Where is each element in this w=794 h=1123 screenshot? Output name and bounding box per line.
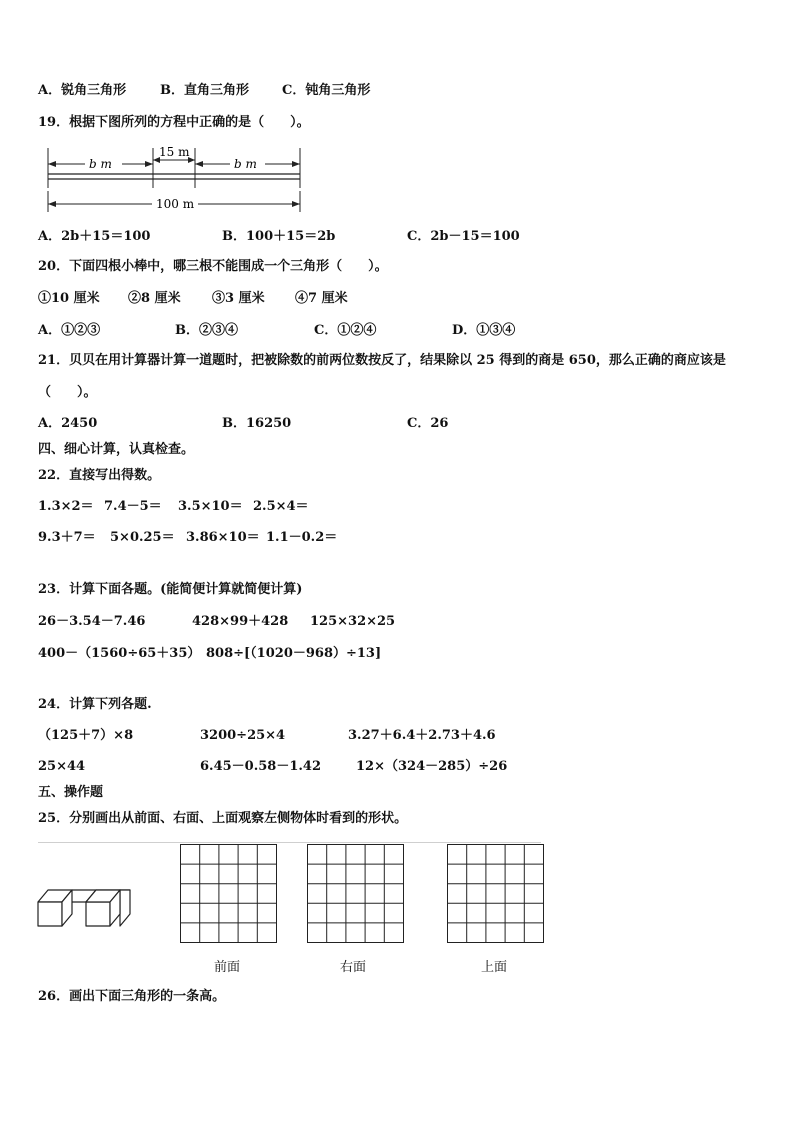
q24-r2-c1: 25×44 (38, 759, 86, 774)
q20-option-b: B．②③④ (175, 323, 238, 338)
section-5-title: 五、操作题 (38, 785, 104, 800)
q23-r1-c1: 26－3.54－7.46 (38, 614, 146, 629)
q25-grid-top[interactable] (447, 844, 545, 944)
q20-option-c: C．①②④ (314, 323, 377, 338)
q22-r2-c2: 5×0.25＝ (110, 530, 175, 545)
q19-stem: 19．根据下图所列的方程中正确的是（ ）。 (38, 115, 310, 130)
q24-r2-c3: 12×（324－285）÷26 (356, 759, 508, 774)
q26-stem: 26．画出下面三角形的一条高。 (38, 989, 226, 1004)
q25-figure-rule (38, 842, 541, 843)
q19-left-label: b m (89, 157, 112, 171)
q19-total-label: 100 m (156, 197, 195, 211)
q20-stick-2: ②8 厘米 (128, 291, 181, 306)
q24-r1-c2: 3200÷25×4 (200, 728, 286, 743)
q19-option-c: C．2b－15＝100 (407, 229, 520, 244)
q23-r1-c2: 428×99＋428 (192, 614, 289, 629)
q20-stick-4: ④7 厘米 (295, 291, 348, 306)
q19-segment-diagram (40, 146, 310, 216)
q21-stem-line1: 21．贝贝在用计算器计算一道题时，把被除数的前两位数按反了，结果除以 25 得到的商是 650，那么正确的商应该是 (38, 353, 726, 368)
q22-r1-c1: 1.3×2＝ (38, 499, 94, 514)
q21-option-a: A．2450 (38, 416, 98, 431)
q22-stem: 22．直接写出得数。 (38, 468, 161, 483)
q25-label-right: 右面 (340, 960, 367, 975)
q25-stem: 25．分别画出从前面、右面、上面观察左侧物体时看到的形状。 (38, 811, 408, 826)
q20-stick-3: ③3 厘米 (212, 291, 265, 306)
q22-r2-c3: 3.86×10＝ (186, 530, 260, 545)
q23-r2-c2: 808÷[（1020－968）÷13] (206, 646, 382, 661)
q24-stem: 24．计算下列各题. (38, 697, 152, 712)
q23-stem: 23．计算下面各题。(能简便计算就简便计算) (38, 582, 303, 597)
q22-r1-c4: 2.5×4＝ (253, 499, 309, 514)
q21-stem-line2: （ ）。 (38, 385, 97, 400)
q20-stick-1: ①10 厘米 (38, 291, 100, 306)
q19-mid-label: 15 m (159, 146, 190, 159)
q23-r1-c3: 125×32×25 (310, 614, 396, 629)
q25-label-front: 前面 (214, 960, 241, 975)
q19-option-b: B．100＋15＝2b (222, 229, 336, 244)
q23-r2-c1: 400－（1560÷65＋35） (38, 646, 201, 661)
q18-option-c: C．钝角三角形 (282, 83, 371, 98)
section-4-title: 四、细心计算，认真检查。 (38, 442, 195, 457)
q22-r2-c4: 1.1－0.2＝ (266, 530, 338, 545)
q21-option-b: B．16250 (222, 416, 292, 431)
q25-label-top: 上面 (481, 960, 508, 975)
q22-r1-c2: 7.4－5＝ (104, 499, 162, 514)
q25-grid-front[interactable] (180, 844, 278, 944)
q19-right-label: b m (234, 157, 257, 171)
q18-option-b: B．直角三角形 (160, 83, 249, 98)
q19-option-a: A．2b＋15＝100 (38, 229, 151, 244)
q22-r2-c1: 9.3＋7＝ (38, 530, 96, 545)
q18-option-a: A．锐角三角形 (38, 83, 127, 98)
q25-grid-right[interactable] (307, 844, 405, 944)
q22-r1-c3: 3.5×10＝ (178, 499, 243, 514)
q25-block-object (36, 878, 136, 930)
q24-r1-c3: 3.27＋6.4＋2.73＋4.6 (348, 728, 496, 743)
q20-stem: 20．下面四根小棒中，哪三根不能围成一个三角形（ ）。 (38, 259, 388, 274)
q20-option-a: A．①②③ (38, 323, 101, 338)
q20-option-d: D．①③④ (452, 323, 516, 338)
q24-r1-c1: （125＋7）×8 (38, 728, 134, 743)
q21-option-c: C．26 (407, 416, 449, 431)
q24-r2-c2: 6.45－0.58－1.42 (200, 759, 321, 774)
